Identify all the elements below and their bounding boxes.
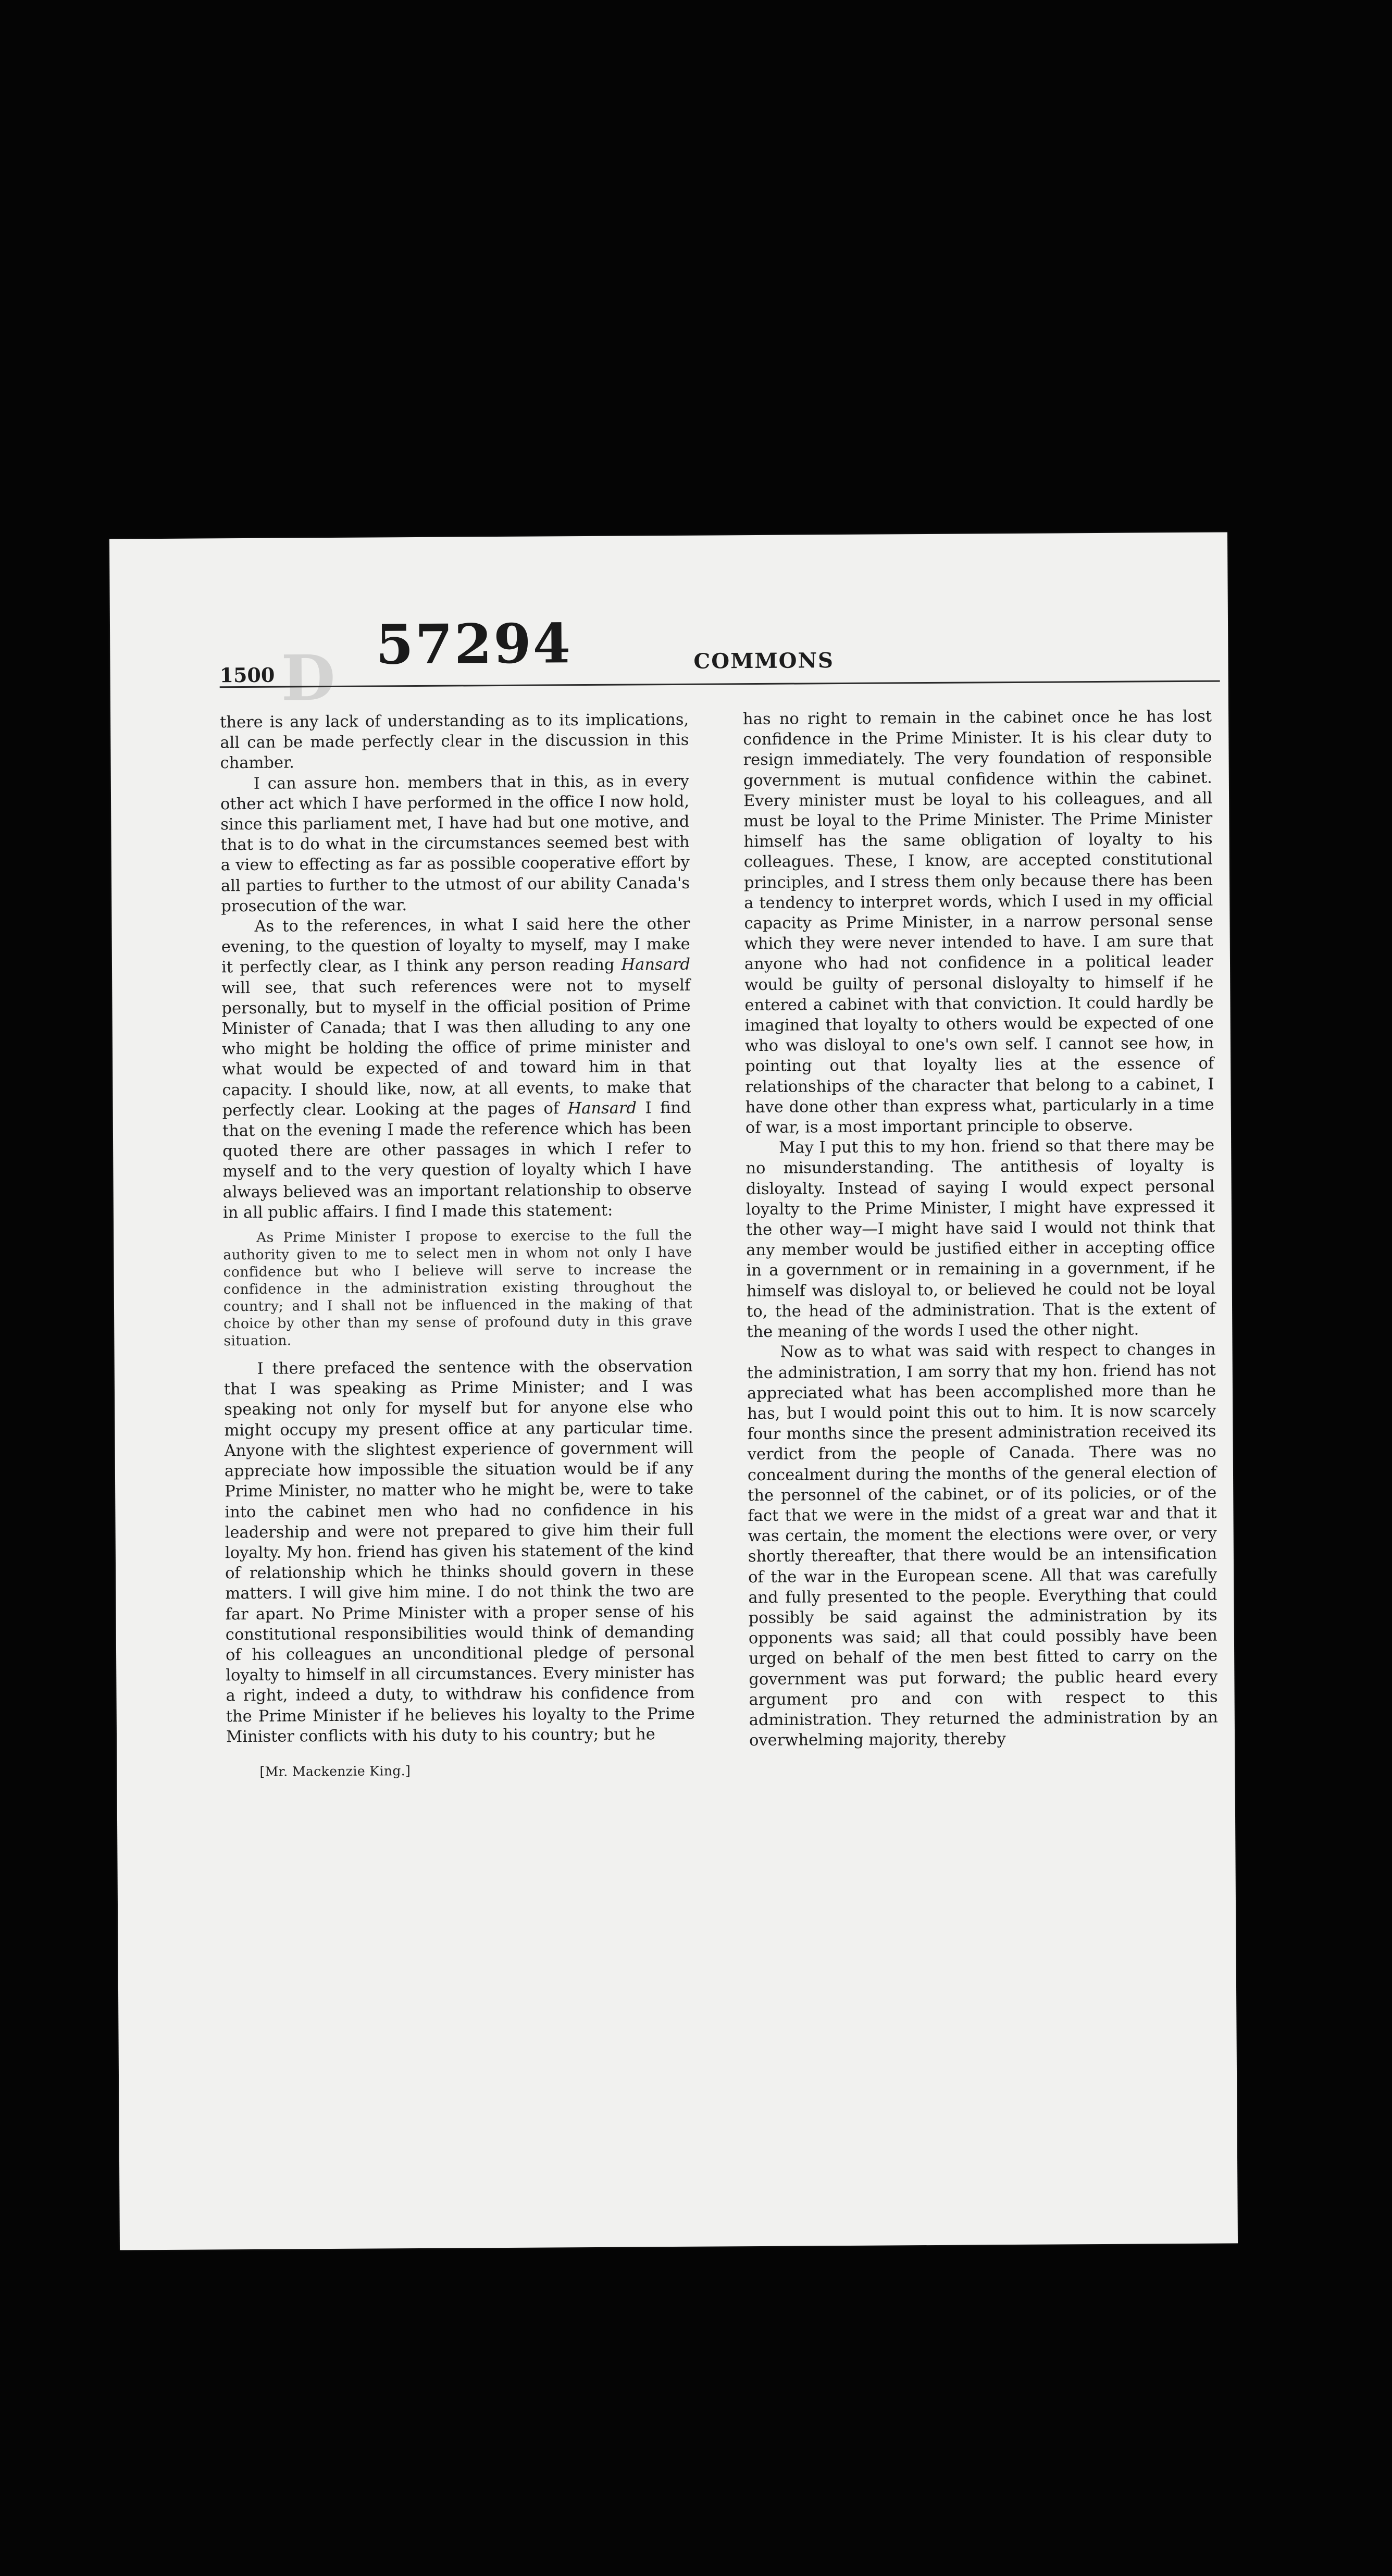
page-content	[219, 605, 1229, 2206]
page-number: 1500	[219, 663, 275, 687]
paragraph: has no right to remain in the cabinet once he has lost confidence in the Prime Minister. It is his clear duty to resign immediately. The very foundation of responsible government is mutual confidence within the cabinet. Every minister must be loyal to his colleagues, and all must be loyal to the Prime Minister. The Prime Minister himself has the same obligation of loyalty to his colleagues. These, I know, are accepted constitutional principles, and I stress them only because there has been a tendency to interpret words, which I used in my official capacity as Prime Minister, in a narrow personal sense which they were never intended to have. I am sure that anyone who had not confidence in a political leader would be guilty of personal disloyalty to himself if he entered a cabinet with that conviction. It could hardly be imagined that loyalty to others would be expected of one who was disloyal to one's own self. I cannot see how, in pointing out that loyalty lies at the essence of relationships of the character that belong to a cabinet, I have done other than express what, particularly in a time of war, is a most important principle to observe.	[743, 707, 1214, 1137]
running-head: COMMONS	[693, 648, 835, 674]
block-quote: As Prime Minister I propose to exercise to the full the authority given to me to select men in whom not only I have confidence but who I believe will serve to increase the confidence in the administration existing throughout the country; and I shall not be influenced in the making of that choice by other than my sense of profound duty in this grave situation.	[223, 1227, 693, 1349]
paragraph: there is any lack of understanding as to its implications, all can be made perfectly clear in the discussion in this chamber.	[220, 710, 689, 773]
paragraph: Now as to what was said with respect to changes in the administration, I am sorry that my hon. friend has not appreciated what has been accomplished more than he has, but I would point this out to him. It is now scarcely four months since the present administration received its verdict from the people of Canada. There was no concealment during the months of the general election of the personnel of the cabinet, or of its policies, or of the fact that we were in the midst of a great war and that it was certain, the moment the elections were over, or very shortly thereafter, that there would be an intensification of the war in the European scene. All that was carefully and fully presented to the people. Everything that could possibly be said against the administration by its opponents was said; all that could possibly have been urged on behalf of the men best fitted to carry on the government was put forward; the public heard every argument pro and con with respect to this administration. They returned the administration by an overwhelming majority, thereby	[747, 1340, 1218, 1750]
faded-stamp-mark: D	[281, 641, 336, 715]
header-rule	[220, 680, 1220, 688]
left-column	[220, 710, 695, 1782]
paragraph: As to the references, in what I said here the other evening, to the question of loyalty to myself, may I make it perfectly clear, as I think any person reading Hansard will see, that such references were not to myself personally, but to myself in the official position of Prime Minister of Canada; that I was then alluding to any one who might be holding the office of prime minister and what would be expected of and toward him in that capacity. I should like, now, at all events, to make that perfectly clear. Looking at the pages of Hansard I find that on the evening I made the reference which has been quoted there are other passages in which I refer to myself and to the very question of loyalty which I have always believed was an important relationship to observe in all public affairs. I find I made this statement:	[221, 914, 692, 1222]
edge-punch-marks	[1235, 657, 1238, 709]
scanned-page	[109, 532, 1238, 2250]
paragraph: I can assure hon. members that in this, as in every other act which I have performed in the office I now hold, since this parliament met, I have had but one motive, and that is to do what in the circumstances seemed best with a view to effecting as far as possible cooperative effort by all parties to further to the utmost of our ability Canada's prosecution of the war.	[220, 772, 690, 916]
text-columns	[220, 707, 1229, 2203]
paragraph: May I put this to my hon. friend so that there may be no misunderstanding. The antithesis of loyalty is disloyalty. Instead of saying I would expect personal loyalty to the Prime Minister, I might have expressed it the other way—I might have said I would not think that any member would be justified either in accepting office in a government or in remaining in a government, if he himself was disloyal to, or believed he could not be loyal to, the head of the administration. That is the extent of the meaning of the words I used the other night.	[745, 1136, 1216, 1342]
speaker-credit: [Mr. Mackenzie King.]	[259, 1763, 411, 1779]
right-column	[743, 707, 1218, 1751]
archive-stamp-number: 57294	[375, 611, 573, 677]
hansard-reference: Hansard	[621, 956, 691, 975]
paragraph: I there prefaced the sentence with the observation that I was speaking as Prime Minister; and I was speaking not only for myself but for anyone else who might occupy my present office at any particular time. Anyone with the slightest experience of government will appreciate how impossible the situation would be if any Prime Minister, no matter who he might be, were to take into the cabinet men who had no confidence in his leadership and were not prepared to give him their full loyalty. My hon. friend has given his statement of the kind of relationship which he thinks should govern in these matters. I will give him mine. I do not think the two are far apart. No Prime Minister with a proper sense of his constitutional responsibilities would think of demanding of his colleagues an unconditional pledge of personal loyalty to himself in all circumstances. Every minister has a right, indeed a duty, to withdraw his confidence from the Prime Minister if he believes his loyalty to the Prime Minister conflicts with his duty to his country; but he	[223, 1357, 695, 1746]
hansard-reference: Hansard	[567, 1099, 637, 1118]
